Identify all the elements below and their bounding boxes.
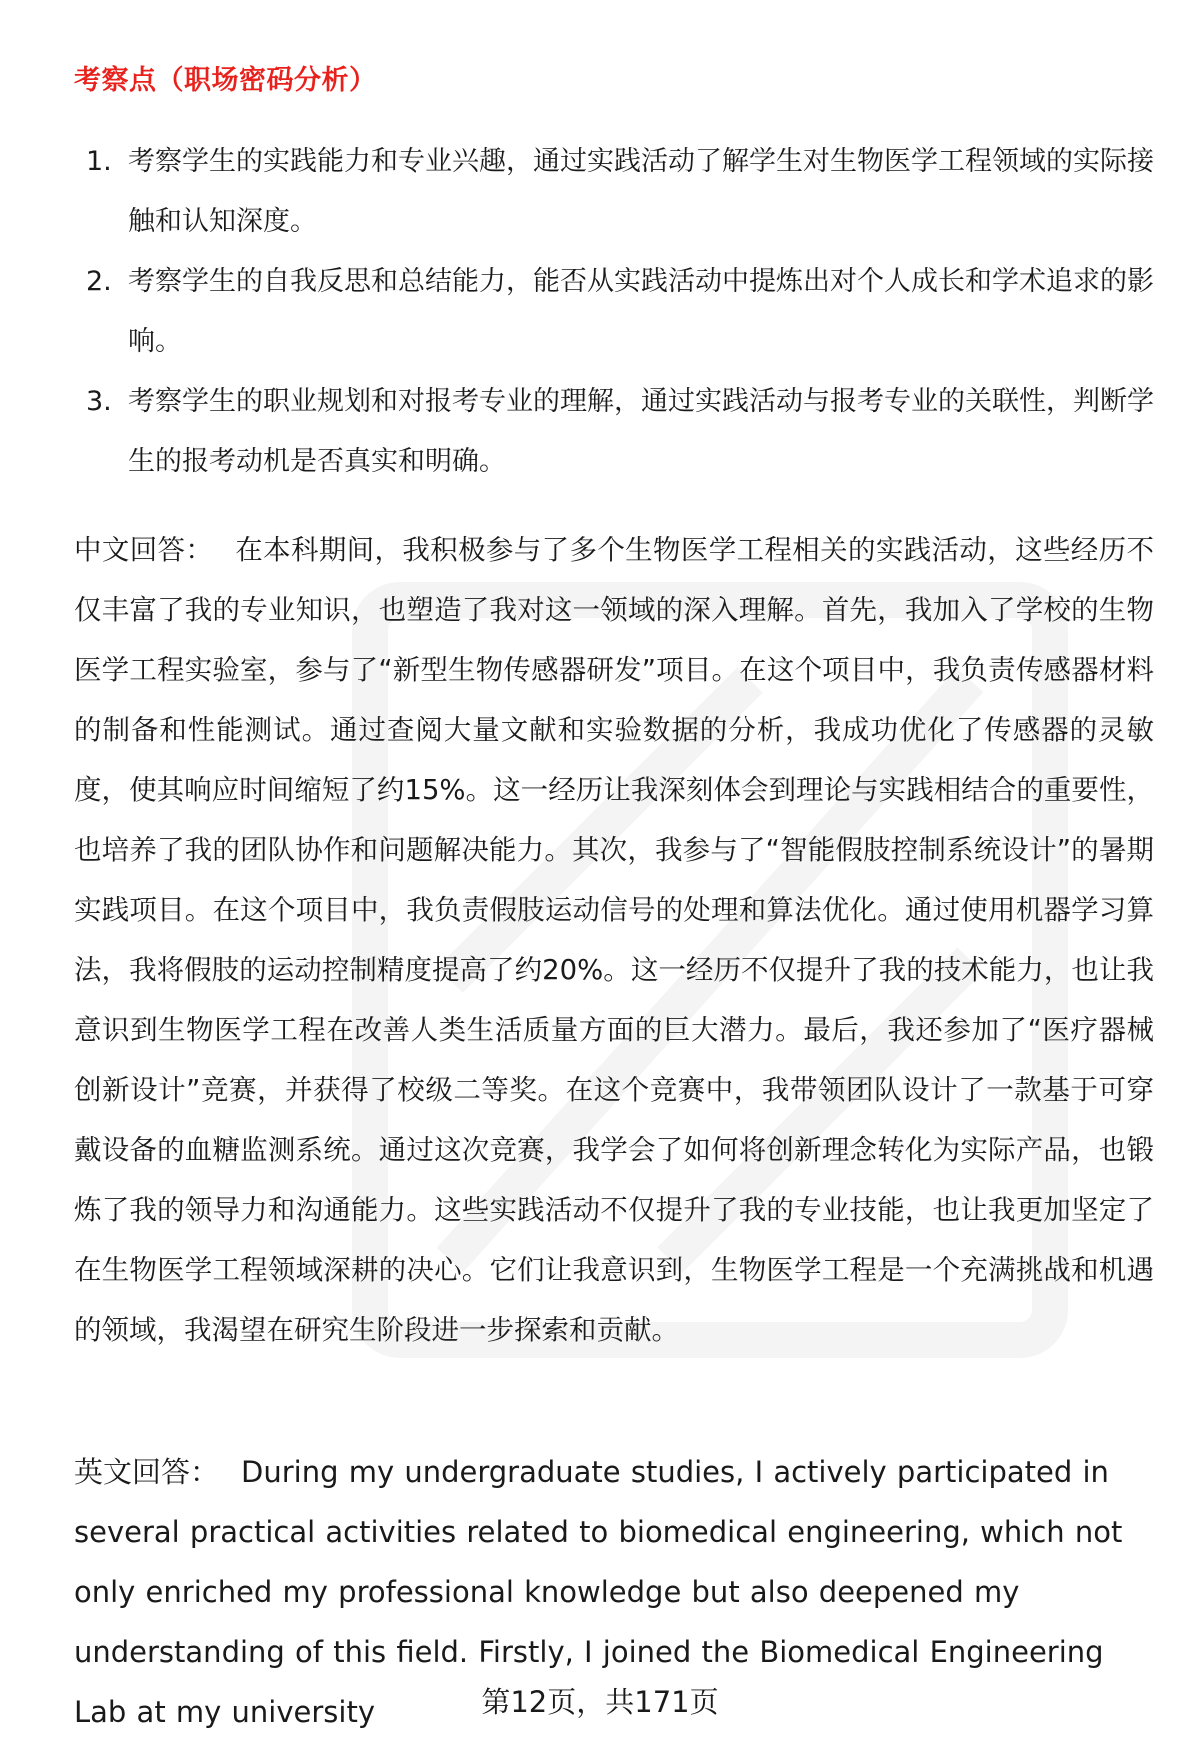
english-answer-label: 英文回答： (74, 1455, 220, 1489)
exam-point-item (74, 252, 1154, 372)
exam-point-item (74, 132, 1154, 252)
chinese-answer-paragraph (74, 520, 1154, 1360)
point-number: 3. (86, 386, 112, 417)
english-answer-text: During my undergraduate studies, I actively participated in several practical activities related to biomedical engineering, which not only enriched my professional knowledge but also deepened my understanding of this field. Firstly, I joined the Biomedical Engineering Lab at my university (74, 1455, 1123, 1729)
exam-points-list (74, 132, 1154, 492)
point-text: 考察学生的自我反思和总结能力，能否从实践活动中提炼出对个人成长和学术追求的影响。 (128, 266, 1154, 357)
chinese-answer-label: 中文回答： (74, 534, 214, 566)
point-number: 1. (86, 146, 112, 177)
point-number: 2. (86, 266, 112, 297)
point-text: 考察学生的职业规划和对报考专业的理解，通过实践活动与报考专业的关联性，判断学生的报考动机是否真实和明确。 (128, 386, 1154, 477)
chinese-answer-text: 在本科期间，我积极参与了多个生物医学工程相关的实践活动，这些经历不仅丰富了我的专业知识，也塑造了我对这一领域的深入理解。首先，我加入了学校的生物医学工程实验室，参与了“新型生物传感器研发”项目。在这个项目中，我负责传感器材料的制备和性能测试。通过查阅大量文献和实验数据的分析，我成功优化了传感器的灵敏度，使其响应时间缩短了约15%。这一经历让我深刻体会到理论与实践相结合的重要性，也培养了我的团队协作和问题解决能力。其次，我参与了“智能假肢控制系统设计”的暑期实践项目。在这个项目中，我负责假肢运动信号的处理和算法优化。通过使用机器学习算法，我将假肢的运动控制精度提高了约20%。这一经历不仅提升了我的技术能力，也让我意识到生物医学工程在改善人类生活质量方面的巨大潜力。最后，我还参加了“医疗器械创新设计”竞赛，并获得了校级二等奖。在这个竞赛中，我带领团队设计了一款基于可穿戴设备的血糖监测系统。通过这次竞赛，我学会了如何将创新理念转化为实际产品，也锻炼了我的领导力和沟通能力。这些实践活动不仅提升了我的专业技能，也让我更加坚定了在生物医学工程领域深耕的决心。它们让我意识到，生物医学工程是一个充满挑战和机遇的领域，我渴望在研究生阶段进一步探索和贡献。 (74, 534, 1155, 1346)
section-title: 考察点（职场密码分析） (74, 65, 377, 96)
page-number-footer: 第12页，共171页 (481, 1685, 719, 1719)
point-text: 考察学生的实践能力和专业兴趣，通过实践活动了解学生对生物医学工程领域的实际接触和认知深度。 (128, 146, 1154, 237)
exam-point-item (74, 372, 1154, 492)
